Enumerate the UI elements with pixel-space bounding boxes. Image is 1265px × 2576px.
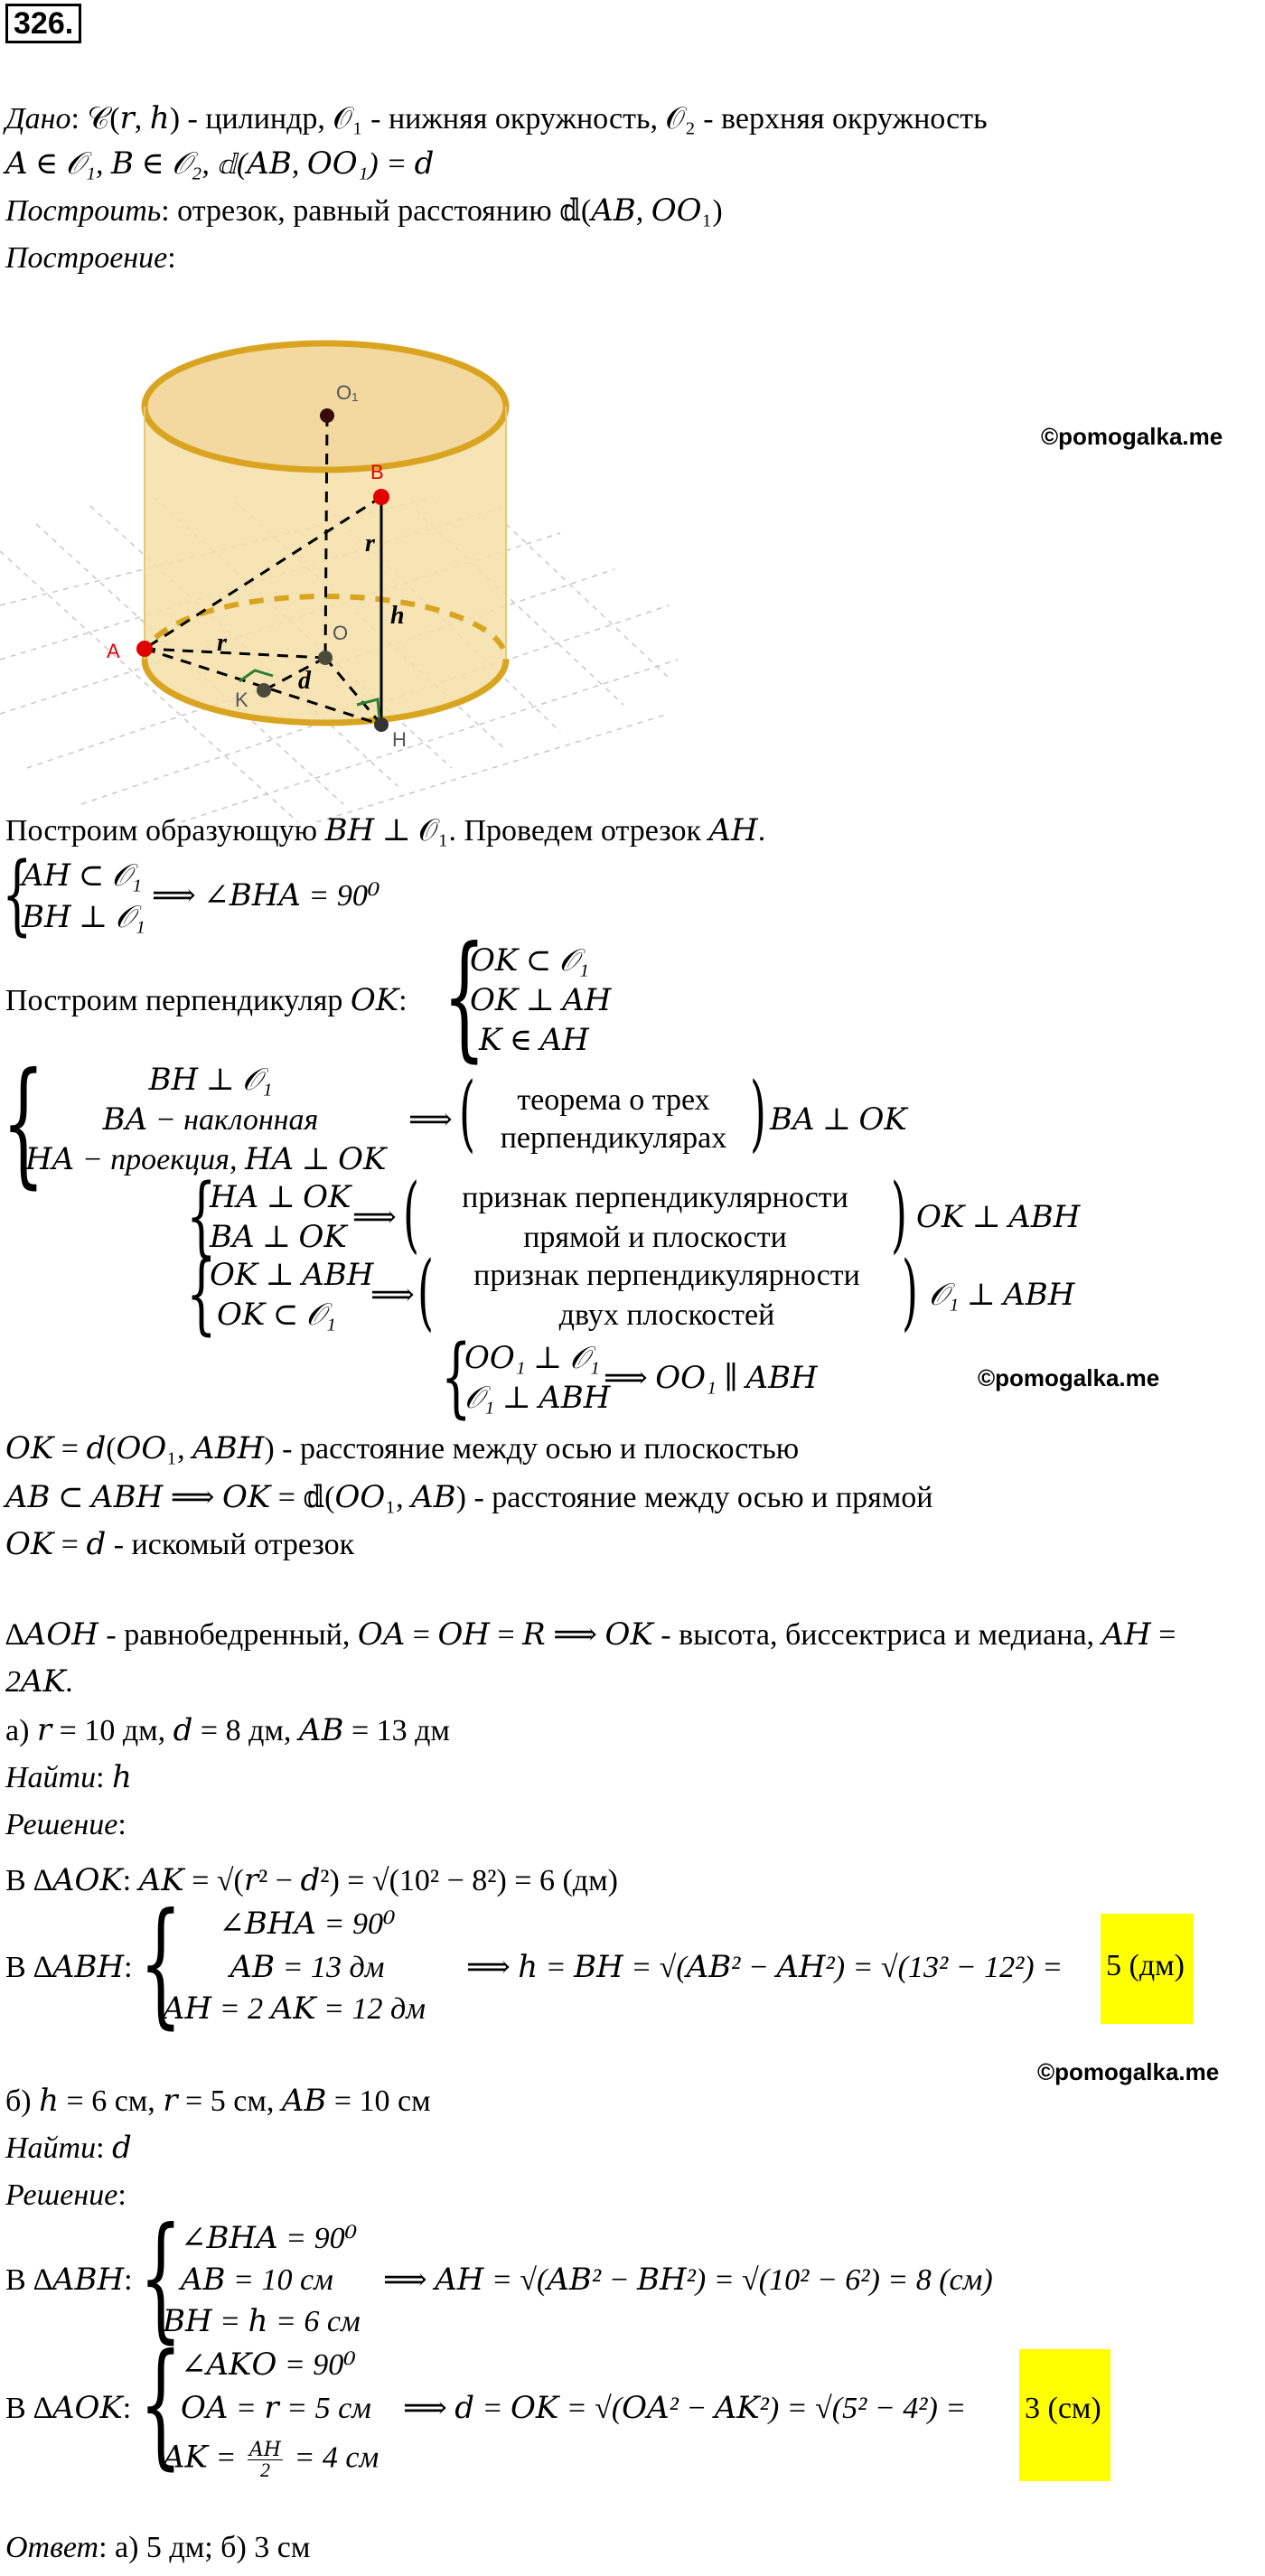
construction-line bbox=[5, 240, 176, 276]
build-line bbox=[5, 193, 723, 229]
label-b: B bbox=[370, 461, 384, 483]
part-b-abh-3: 𝐵𝐻 = ℎ = 6 см bbox=[163, 2305, 361, 2338]
step-6a: 𝑂𝐾 ⊥ 𝐴𝐵𝐻 bbox=[210, 1259, 374, 1292]
brace: { bbox=[139, 2326, 183, 2483]
step-7a: 𝑂𝑂₁ ⊥ 𝒪₁ bbox=[464, 1342, 600, 1375]
label-a: A bbox=[107, 640, 120, 662]
build-label: Построить bbox=[5, 194, 162, 228]
step-5-paren-1: признак перпендикулярности bbox=[462, 1181, 848, 1214]
label-r: r bbox=[217, 629, 227, 657]
part-b-aok-3 bbox=[163, 2440, 379, 2480]
fraction bbox=[248, 2440, 283, 2480]
given-line-2: 𝐴 ∈ 𝒪₁, 𝐵 ∈ 𝒪₂, 𝕕(𝐴𝐵, 𝑂𝑂₁) = 𝑑 bbox=[5, 147, 435, 181]
step-3b: 𝑂𝐾 ⊥ 𝐴𝐻 bbox=[470, 984, 612, 1017]
step-5a: 𝐻𝐴 ⊥ 𝑂𝐾 bbox=[210, 1181, 351, 1214]
step-6b: 𝑂𝐾 ⊂ 𝒪₁ bbox=[217, 1298, 337, 1332]
solution-label: Решение bbox=[5, 1808, 118, 1841]
brace: { bbox=[139, 1885, 183, 2042]
step-4b: 𝐵𝐴 − наклонная bbox=[102, 1103, 319, 1137]
brace: { bbox=[2, 844, 33, 945]
step-3: Построим перпендикуляр 𝑂𝐾: bbox=[5, 984, 408, 1017]
step-5b: 𝐵𝐴 ⊥ 𝑂𝐾 bbox=[210, 1221, 347, 1254]
step-10: 𝑂𝐾 = 𝑑 - искомый отрезок bbox=[5, 1528, 355, 1561]
step-4a: 𝐵𝐻 ⊥ 𝒪₁ bbox=[148, 1063, 273, 1097]
part-a-result: ⟹ ℎ = 𝐵𝐻 = √(𝐴𝐵² − 𝐴𝐻²) = √(13² − 12²) = bbox=[466, 1951, 1064, 1984]
construction-colon: : bbox=[167, 241, 176, 275]
part-a-abh-label: В ∆𝐴𝐵𝐻: bbox=[5, 1951, 133, 1984]
solution-colon: : bbox=[117, 1808, 126, 1841]
problem-number: 326. bbox=[5, 4, 81, 43]
paren: ( bbox=[417, 1243, 434, 1340]
step-9: 𝐴𝐵 ⊂ 𝐴𝐵𝐻 ⟹ 𝑂𝐾 = 𝕕(𝑂𝑂₁, 𝐴𝐵) - расстояние между осью и прямой bbox=[5, 1481, 933, 1514]
step-5-paren-2: прямой и плоскости bbox=[523, 1221, 787, 1254]
step-6-result: 𝒪₁ ⊥ 𝐴𝐵𝐻 bbox=[929, 1279, 1075, 1312]
step-4-paren-2: перпендикулярах bbox=[500, 1121, 727, 1155]
step-1: Построим образующую 𝐵𝐻 ⊥ 𝒪₁. Проведем отрезок 𝐴𝐻. bbox=[5, 814, 766, 848]
step-6-arrow: ⟹ bbox=[370, 1279, 415, 1312]
step-11b: 2𝐴𝐾. bbox=[5, 1665, 74, 1699]
label-h-length: h bbox=[390, 602, 405, 630]
cylinder-figure bbox=[0, 316, 687, 822]
solution-colon: : bbox=[117, 2178, 126, 2212]
step-4-result: 𝐵𝐴 ⊥ 𝑂𝐾 bbox=[770, 1103, 907, 1137]
step-5-arrow: ⟹ bbox=[352, 1201, 397, 1234]
fraction-den: 2 bbox=[259, 2459, 270, 2481]
part-b-answer: 3 (см) bbox=[1019, 2349, 1110, 2481]
label-k: K bbox=[235, 688, 248, 711]
step-3c: 𝐾 ∈ 𝐴𝐻 bbox=[479, 1024, 589, 1057]
part-a-given: а) 𝑟 = 10 дм, 𝑑 = 8 дм, 𝐴𝐵 = 13 дм bbox=[5, 1714, 450, 1747]
part-b-abh-label: В ∆𝐴𝐵𝐻: bbox=[5, 2263, 133, 2297]
ak-label: 𝐴𝐾 = bbox=[163, 2440, 237, 2475]
given-line-1 bbox=[5, 101, 988, 137]
find-label: Найти bbox=[5, 2131, 97, 2165]
step-7-result: ⟹ 𝑂𝑂₁ ∥ 𝐴𝐵𝐻 bbox=[604, 1362, 818, 1395]
paren: ( bbox=[459, 1064, 475, 1161]
step-6-paren-2: двух плоскостей bbox=[558, 1298, 775, 1332]
part-a-find bbox=[5, 1760, 132, 1796]
paren: ) bbox=[891, 1166, 907, 1262]
find-var: : 𝑑 bbox=[96, 2131, 132, 2165]
step-4c: 𝐻𝐴 − проекция, 𝐻𝐴 ⊥ 𝑂𝐾 bbox=[25, 1143, 387, 1176]
brace: { bbox=[186, 1243, 217, 1344]
watermark-3: ©pomogalka.me bbox=[1037, 2058, 1220, 2085]
step-2-result: ⟹ ∠𝐵𝐻𝐴 = 90⁰ bbox=[152, 879, 380, 913]
paren: ( bbox=[403, 1166, 419, 1262]
step-7b: 𝒪₁ ⊥ 𝐴𝐵𝐻 bbox=[464, 1382, 611, 1415]
watermark-1: ©pomogalka.me bbox=[1041, 423, 1223, 450]
find-var: : ℎ bbox=[96, 1761, 132, 1794]
part-a-aok: В ∆𝐴𝑂𝐾: 𝐴𝐾 = √(𝑟² − 𝑑²) = √(10² − 8²) = 6 (дм) bbox=[5, 1864, 618, 1897]
build-text: : отрезок, равный расстоянию 𝕕(𝐴𝐵, 𝑂𝑂₁) bbox=[161, 194, 723, 228]
watermark-2: ©pomogalka.me bbox=[978, 1364, 1160, 1391]
part-b-abh-1: ∠𝐵𝐻𝐴 = 90⁰ bbox=[181, 2222, 358, 2255]
fraction-num: 𝐴𝐻 bbox=[248, 2438, 281, 2460]
part-b-solution bbox=[5, 2178, 126, 2214]
step-3a: 𝑂𝐾 ⊂ 𝒪₁ bbox=[470, 944, 590, 978]
ak-value: = 4 см bbox=[294, 2440, 380, 2475]
part-b-find bbox=[5, 2131, 132, 2167]
label-d: d bbox=[298, 667, 311, 695]
label-o1: O₁ bbox=[336, 381, 359, 404]
final-answer bbox=[5, 2530, 310, 2566]
part-a-solution bbox=[5, 1807, 126, 1843]
construction-label: Построение bbox=[5, 241, 168, 275]
answer-label: Ответ bbox=[5, 2531, 99, 2564]
find-label: Найти bbox=[5, 1761, 97, 1794]
brace: { bbox=[186, 1166, 217, 1267]
part-b-given: б) ℎ = 6 см, 𝑟 = 5 см, 𝐴𝐵 = 10 см bbox=[5, 2084, 431, 2118]
step-2b: 𝐵𝐻 ⊥ 𝒪₁ bbox=[22, 901, 145, 934]
part-b-abh-2: 𝐴𝐵 = 10 см bbox=[181, 2263, 333, 2297]
step-11: ∆𝐴𝑂𝐻 - равнобедренный, 𝑂𝐴 = 𝑂𝐻 = 𝑅 ⟹ 𝑂𝐾 - высота, биссектриса и медиана, 𝐴𝐻 = bbox=[5, 1618, 1176, 1652]
part-b-aok-label: В ∆𝐴𝑂𝐾: bbox=[5, 2392, 132, 2425]
brace: { bbox=[441, 1326, 472, 1428]
part-a-abh-1: ∠𝐵𝐻𝐴 = 90⁰ bbox=[219, 1907, 396, 1941]
step-2a: 𝐴𝐻 ⊂ 𝒪₁ bbox=[22, 859, 142, 893]
paren: ) bbox=[902, 1243, 918, 1340]
part-b-aok-1: ∠𝐴𝐾𝑂 = 90⁰ bbox=[181, 2348, 356, 2382]
paren: ) bbox=[750, 1064, 766, 1161]
brace: { bbox=[139, 2199, 183, 2356]
given-label: Дано bbox=[5, 102, 71, 136]
step-6-paren-1: признак перпендикулярности bbox=[473, 1259, 860, 1292]
step-4-paren-1: теорема о трех bbox=[517, 1083, 710, 1117]
solution-label: Решение bbox=[5, 2178, 118, 2212]
step-8: 𝑂𝐾 = 𝑑(𝑂𝑂₁, 𝐴𝐵𝐻) - расстояние между осью и плоскостью bbox=[5, 1432, 800, 1466]
part-a-answer: 5 (дм) bbox=[1101, 1914, 1194, 2024]
step-5-result: 𝑂𝐾 ⊥ 𝐴𝐵𝐻 bbox=[916, 1201, 1081, 1234]
part-b-aok-2: 𝑂𝐴 = 𝑟 = 5 см bbox=[181, 2392, 371, 2425]
brace: { bbox=[443, 918, 486, 1075]
brace: { bbox=[2, 1044, 45, 1202]
part-a-abh-3: 𝐴𝐻 = 2 𝐴𝐾 = 12 дм bbox=[163, 1992, 426, 2026]
part-b-abh-result: ⟹ 𝐴𝐻 = √(𝐴𝐵² − 𝐵𝐻²) = √(10² − 6²) = 8 (см) bbox=[383, 2263, 993, 2297]
part-a-abh-2: 𝐴𝐵 = 13 дм bbox=[230, 1951, 385, 1984]
part-b-aok-result: ⟹ 𝑑 = 𝑂𝐾 = √(𝑂𝐴² − 𝐴𝐾²) = √(5² − 4²) = bbox=[403, 2392, 967, 2425]
label-o: O bbox=[333, 622, 349, 644]
step-4-arrow: ⟹ bbox=[408, 1103, 453, 1137]
given-text: : 𝒞(𝑟, ℎ) - цилиндр, 𝒪₁ - нижняя окружность, 𝒪₂ - верхняя окружность bbox=[70, 102, 988, 136]
answer-text: : а) 5 дм; б) 3 см bbox=[98, 2531, 311, 2564]
label-r-top: r bbox=[365, 529, 375, 557]
label-h: H bbox=[392, 728, 407, 751]
top-circle bbox=[145, 343, 506, 470]
